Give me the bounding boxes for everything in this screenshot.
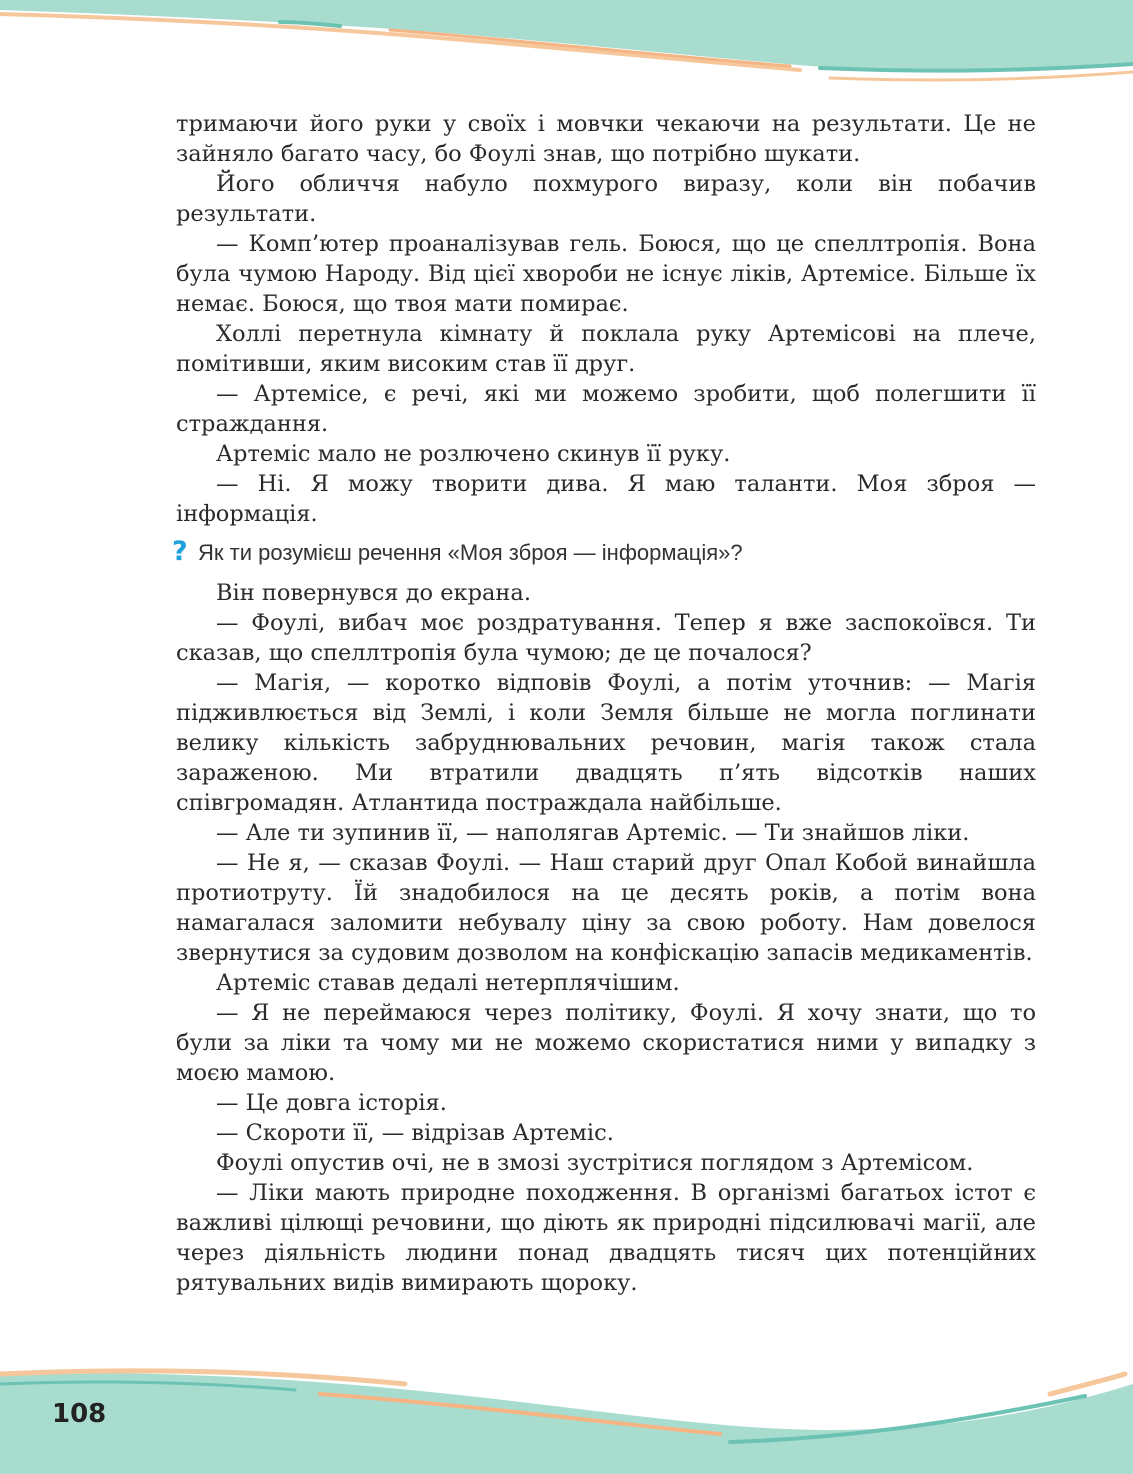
- paragraph: — Але ти зупинив її, — наполягав Артеміс. — Ти знайшов ліки.: [216, 820, 970, 846]
- paragraph: Його обличчя набуло похмурого виразу, коли він побачив результати.: [176, 171, 1036, 227]
- paragraph: — Артемісе, є речі, які ми можемо зробити, щоб полегшити її страждання.: [176, 381, 1036, 437]
- paragraph: — Не я, — сказав Фоулі. — Наш старий друг Опал Кобой винайшла протиотруту. Їй знадобилося на це десять років, а потім вона намагалася заломити небувалу ціну за свою роботу. Нам довелося звернутися за судовим дозволом на конфіскацію запасів медикаментів.: [176, 850, 1036, 966]
- page-number: 108: [52, 1399, 107, 1429]
- paragraph: — Фоулі, вибач моє роздратування. Тепер я вже заспокоївся. Ти сказав, що спеллтропія була чумою; де це почалося?: [176, 610, 1036, 666]
- paragraph: — Магія, — коротко відповів Фоулі, а потім уточнив: — Магія підживлюється від Землі, і коли Земля більше не могла поглинати велику кількість забруднювальних речовин, магія також стала зараженою. Ми втратили двадцять п’ять відсотків наших співгромадян. Атлантида постраждала найбільше.: [176, 670, 1036, 816]
- paragraph: — Я не переймаюся через політику, Фоулі. Я хочу знати, що то були за ліки та чому ми не можемо скористатися ними у випадку з моєю мамою.: [176, 1000, 1036, 1086]
- paragraph: — Ліки мають природне походження. В організмі багатьох істот є важливі цілющі речовини, що діють як природні підсилювачі магії, але через діяльність людини понад двадцять тисяч цих потенційних рятувальних видів вимирають щороку.: [176, 1180, 1036, 1296]
- paragraph: Фоулі опустив очі, не в змозі зустрітися поглядом з Артемісом.: [216, 1150, 974, 1176]
- paragraph: — Це довга історія.: [216, 1090, 447, 1116]
- paragraph: Він повернувся до екрана.: [216, 580, 531, 606]
- paragraph: — Скороти її, — відрізав Артеміс.: [216, 1120, 614, 1146]
- bottom-wave-decoration: [0, 1334, 1133, 1474]
- paragraph: — Комп’ютер проаналізував гель. Боюся, що це спеллтропія. Вона була чумою Народу. Від цієї хвороби не існує ліків, Артемісе. Більше їх немає. Боюся, що твоя мати помирає.: [176, 231, 1036, 317]
- question-prompt: [172, 537, 1036, 568]
- question-text: Як ти розумієш речення «Моя зброя — інформація»?: [198, 540, 743, 565]
- paragraph: тримаючи його руки у своїх і мовчки чекаючи на результати. Це не зайняло багато часу, бо Фоулі знав, що потрібно шукати.: [176, 111, 1036, 167]
- paragraph: — Ні. Я можу творити дива. Я маю таланти. Моя зброя — інформація.: [176, 471, 1036, 527]
- top-wave-decoration: [0, 0, 1133, 90]
- paragraph: Артеміс мало не розлючено скинув її руку.: [216, 441, 731, 467]
- paragraph: Артеміс ставав дедалі нетерплячішим.: [216, 970, 680, 996]
- question-mark-icon: ?: [172, 536, 188, 567]
- paragraph: Холлі перетнула кімнату й поклала руку Артемісові на плече, помітивши, яким високим став її друг.: [176, 321, 1036, 377]
- text-body: [172, 109, 1036, 1298]
